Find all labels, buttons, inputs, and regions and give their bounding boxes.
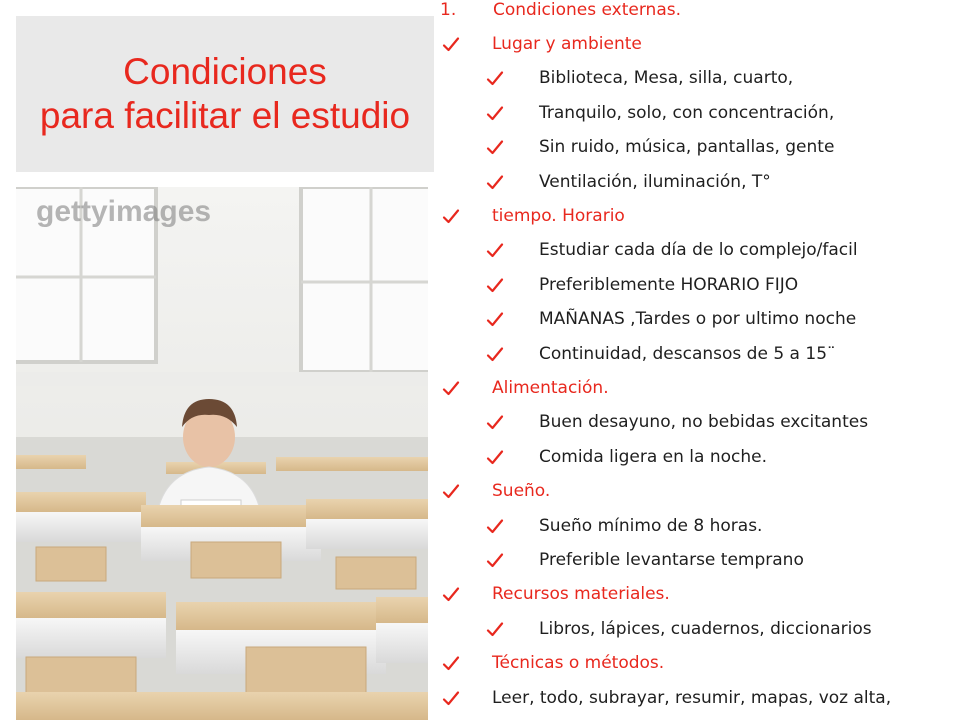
- slide-title-line-1: Condiciones: [123, 51, 327, 92]
- check-icon: [486, 552, 504, 570]
- outline-item-text: Ventilación, iluminación, T°: [539, 171, 771, 192]
- check-icon: [486, 70, 504, 88]
- outline-subitem: [437, 99, 957, 129]
- check-icon: [486, 174, 504, 192]
- outline-subitem: [437, 443, 957, 473]
- check-icon: [486, 621, 504, 639]
- outline-item-text: tiempo. Horario: [492, 206, 625, 226]
- outline-item-text: Buen desayuno, no bebidas excitantes: [539, 412, 869, 433]
- outline-subitem: [437, 236, 957, 266]
- outline-item-text: Sin ruido, música, pantallas, gente: [539, 137, 835, 158]
- outline-item-text: Recursos materiales.: [492, 584, 670, 605]
- check-icon: [442, 483, 460, 501]
- check-icon: [486, 139, 504, 157]
- check-icon: [486, 449, 504, 467]
- outline-item-text: Sueño mínimo de 8 horas.: [539, 515, 763, 536]
- outline-item-text: Biblioteca, Mesa, silla, cuarto,: [539, 68, 794, 89]
- watermark-text: gettyimages: [36, 195, 212, 228]
- check-icon: [486, 105, 504, 123]
- outline-subitem: [437, 512, 957, 542]
- check-icon: [442, 655, 460, 673]
- check-icon: [486, 518, 504, 536]
- classroom-illustration: [16, 187, 428, 720]
- check-icon: [442, 690, 460, 708]
- outline-item: [437, 202, 957, 232]
- outline-item-text: Tranquilo, solo, con concentración,: [539, 102, 835, 123]
- check-icon: [442, 586, 460, 604]
- outline-item-text: Comida ligera en la noche.: [539, 446, 768, 467]
- outline-heading: Condiciones externas.: [493, 0, 682, 20]
- outline-item: [437, 649, 957, 679]
- check-icon: [486, 414, 504, 432]
- outline-item-text: Continuidad, descansos de 5 a 15¨: [539, 343, 836, 364]
- outline-subitem: [437, 271, 957, 301]
- outline-subitem: [437, 133, 957, 163]
- slide-title-line-2: para facilitar el estudio: [39, 95, 411, 136]
- outline-number: 1.: [440, 0, 457, 20]
- outline-item-text: Alimentación.: [492, 378, 609, 398]
- outline-subitem: [437, 546, 957, 576]
- outline-subitem: [437, 615, 957, 645]
- outline-item-text: Estudiar cada día de lo complejo/facil: [539, 240, 858, 261]
- outline-item-text: Lugar y ambiente: [492, 34, 642, 54]
- outline-item: [437, 374, 957, 404]
- check-icon: [486, 346, 504, 364]
- check-icon: [442, 380, 460, 398]
- check-icon: [442, 208, 460, 226]
- outline-item-text: Técnicas o métodos.: [492, 653, 665, 674]
- outline-list: [437, 0, 957, 720]
- check-icon: [442, 36, 460, 54]
- outline-subitem: [437, 64, 957, 94]
- outline-item: [437, 684, 957, 714]
- outline-item-text: Preferible levantarse temprano: [539, 550, 804, 570]
- outline-item: [437, 580, 957, 610]
- outline-item-text: Preferiblemente HORARIO FIJO: [539, 274, 799, 295]
- check-icon: [486, 277, 504, 295]
- classroom-photo: [16, 187, 428, 720]
- outline-item: [437, 30, 957, 60]
- outline-item: [437, 477, 957, 507]
- outline-item-text: Leer, todo, subrayar, resumir, mapas, voz alta,: [492, 687, 892, 708]
- outline-item-text: Libros, lápices, cuadernos, diccionarios: [539, 618, 872, 639]
- check-icon: [486, 311, 504, 329]
- outline-subitem: [437, 408, 957, 438]
- outline-subitem: [437, 168, 957, 198]
- outline-subitem: [437, 340, 957, 370]
- outline-item-text: Sueño.: [492, 481, 551, 502]
- outline-item-text: MAÑANAS ,Tardes o por ultimo noche: [539, 309, 857, 330]
- slide-title-box: [16, 16, 434, 172]
- check-icon: [486, 242, 504, 260]
- outline-subitem: [437, 305, 957, 335]
